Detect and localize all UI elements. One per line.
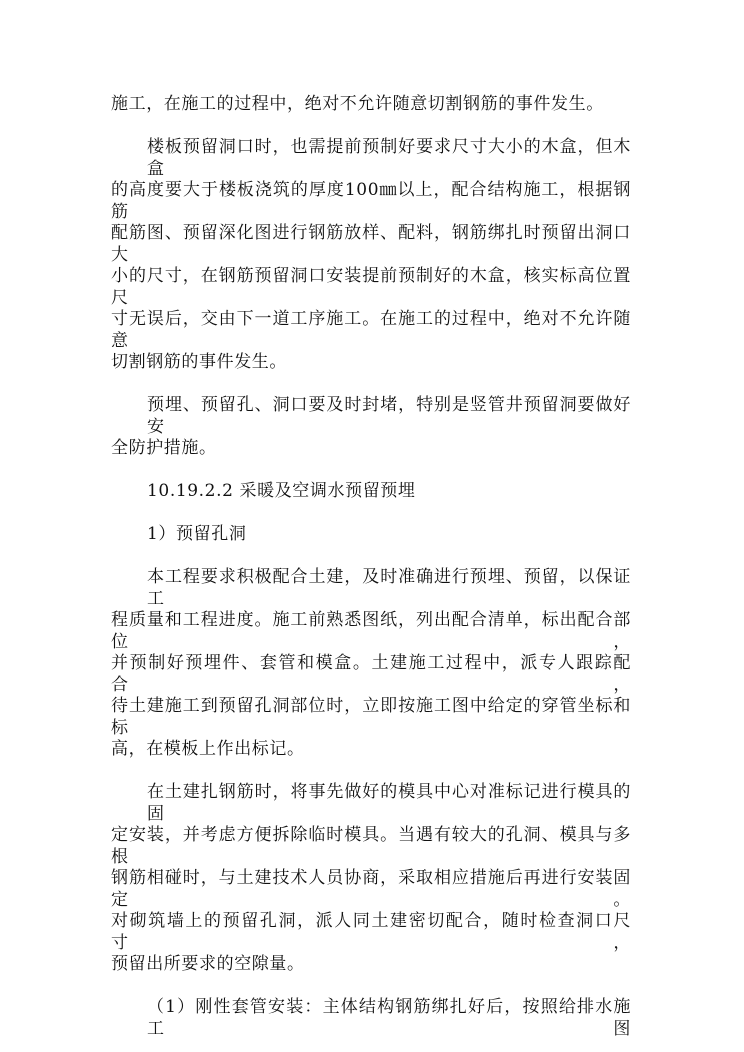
text-line: 高，在模板上作出标记。: [111, 739, 305, 759]
text-line: 待土建施工到预留孔洞部位时，立即按施工图中给定的穿管坐标和标: [111, 696, 631, 738]
text-line: （1）刚性套管安装：主体结构钢筋绑扎好后，按照给排水施工图: [147, 997, 631, 1039]
text-line: 配筋图、预留深化图进行钢筋放样、配料，钢筋绑扎时预留出洞口大: [111, 223, 631, 265]
text-line: 小的尺寸，在钢筋预留洞口安装提前预制好的木盒，核实标高位置尺: [111, 266, 631, 308]
text-line: 程质量和工程进度。施工前熟悉图纸，列出配合清单，标出配合部位，: [111, 610, 631, 652]
text-line: 并预制好预埋件、套管和模盒。土建施工过程中，派专人跟踪配合，: [111, 653, 631, 695]
text-line: 的高度要大于楼板浇筑的厚度100㎜以上，配合结构施工，根据钢筋: [111, 180, 631, 222]
text-line: 对砌筑墙上的预留孔洞，派人同土建密切配合，随时检查洞口尺寸，: [111, 911, 631, 953]
text-line: 预留出所要求的空隙量。: [111, 954, 305, 974]
section-heading: 10.19.2.2 采暖及空调水预留预埋: [147, 481, 416, 501]
text-line: 全防护措施。: [111, 438, 217, 458]
text-line: 定安装，并考虑方便拆除临时模具。当遇有较大的孔洞、模具与多根: [111, 825, 631, 867]
text-line: 钢筋相碰时，与土建技术人员协商，采取相应措施后再进行安装固定。: [111, 868, 631, 910]
text-line: 切割钢筋的事件发生。: [111, 352, 287, 372]
text-line: 施工，在施工的过程中，绝对不允许随意切割钢筋的事件发生。: [111, 94, 604, 114]
text-line: 在土建扎钢筋时，将事先做好的模具中心对准标记进行模具的固: [147, 782, 631, 824]
subsection-heading: 1）预留孔洞: [147, 524, 247, 544]
text-line: 预埋、预留孔、洞口要及时封堵，特别是竖管井预留洞要做好安: [147, 395, 631, 437]
text-line: 寸无误后，交由下一道工序施工。在施工的过程中，绝对不允许随意: [111, 309, 631, 351]
text-line: 楼板预留洞口时，也需提前预制好要求尺寸大小的木盒，但木盒: [147, 137, 631, 179]
text-line: 本工程要求积极配合土建，及时准确进行预埋、预留，以保证工: [147, 567, 631, 609]
